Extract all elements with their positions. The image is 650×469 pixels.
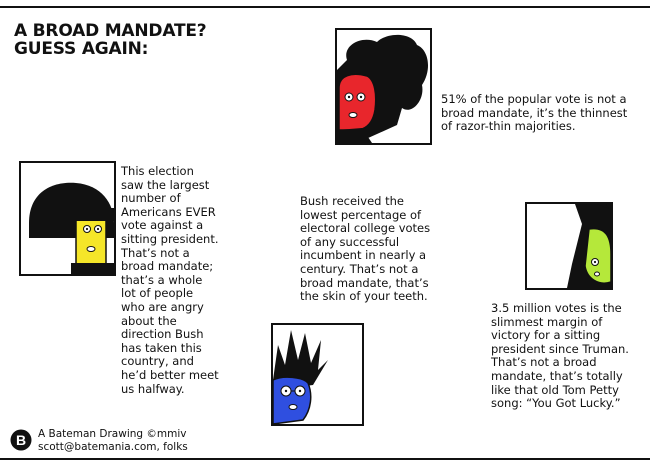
bateman-logo-letter: B — [15, 432, 27, 448]
caption-slimmest-margin: 3.5 million votes is the slimmest margin of victory for a sitting president since Truman. That’s not a broad mandate, that’s totally like that old Tom Petty song: “You Got Lucky.” — [491, 301, 629, 411]
caption-electoral-college: Bush received the lowest percentage of electoral college votes of any successful incumbent in nearly a century. That’s not a broad mandate, that’s the skin of your teeth. — [300, 194, 431, 304]
panel-green-face — [525, 202, 613, 290]
bateman-logo — [10, 429, 32, 451]
panel-blue-face — [271, 323, 364, 426]
yellow-face-character — [21, 163, 114, 274]
credit-line2: scott@batemania.com, folks — [38, 441, 188, 453]
green-face-character — [527, 204, 611, 288]
blue-face-character — [273, 325, 362, 424]
bottom-rule — [0, 458, 650, 460]
top-rule — [0, 6, 650, 8]
headline-line2: GUESS AGAIN: — [14, 39, 149, 59]
caption-popular-vote: 51% of the popular vote is not a broad mandate, it’s the thinnest of razor-thin majorities. — [441, 92, 628, 134]
panel-yellow-face — [19, 161, 116, 276]
credit — [38, 428, 188, 454]
caption-largest-number: This election saw the largest number of Americans EVER vote against a sitting president. That’s not a broad mandate; that’s a whole lot of people who are angry about the direction Bush has taken this country, and he’d better meet us halfway. — [121, 164, 219, 396]
headline-line1: A BROAD MANDATE? — [14, 21, 207, 41]
headline — [14, 22, 206, 58]
panel-red-face — [335, 28, 432, 145]
red-face-character — [337, 30, 430, 143]
credit-line1: A Bateman Drawing ©mmiv — [38, 428, 187, 440]
